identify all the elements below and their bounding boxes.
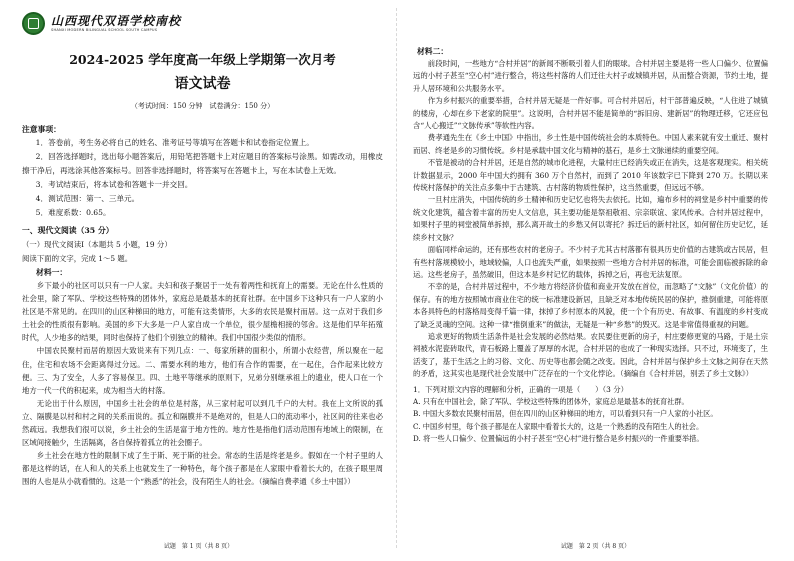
section-heading: 一、现代文阅读（35 分） xyxy=(22,226,114,235)
note-item: 1．答卷前，考生务必将自己的姓名、准考证号等填写在答题卡和试卷指定位置上。 xyxy=(35,138,314,147)
material-paragraph: 无论出于什么原因，中国乡土社会的单位是村落，从三家村起可以到几千户的大村。我在上文所说的孤立、隔膜是以村和村之间的关系而说的。孤立和隔膜并不是绝对的，但是人口的流动率小，社区间的往来也必然疏远。我想我们很可以说，乡土社会的生活是富于地方性的。地方性是指他们活动范围有地域上的限制，在区域间接触少，生活隔离，各自保持着孤立的社会圈子。 xyxy=(22,398,383,448)
exam-title: 2024-2025 学年度高一年级上学期第一次月考 xyxy=(69,52,336,67)
material-paragraph: 面临同样命运的，还有那些农村的老房子。不少村子尤其古村落都有很具历史价值的古建筑或古民居，但有些村落规模较小，地域较偏，人口也流失严重，如果按照一些地方合村并居的标准，可能会面临被拆除的命运。这些老房子，虽然破旧，但这本是乡村记忆的载体，拆掉之后，再也无法复原。 xyxy=(413,245,768,279)
exam-meta: （考试时间：150 分钟 试卷满分：150 分） xyxy=(130,102,275,110)
page-footer: 试题 第 1 页（共 8 页） xyxy=(163,543,234,550)
material-paragraph: 费孝通先生在《乡土中国》中指出，乡土性是中国传统社会的本质特色。中国人素来就有安土重迁、聚村而居、终老是乡的习惯传统。乡村是承载中国文化与精神的基石，是乡土文脉递续的重要空间。 xyxy=(413,133,768,155)
school-name: 山西现代双语学校南校 xyxy=(51,13,182,28)
school-header xyxy=(22,10,383,36)
notes-heading: 注意事项： xyxy=(22,125,61,134)
note-item: 5．难度系数：0.65。 xyxy=(35,208,111,217)
question-stem: 1．下列对原文内容的理解和分析，正确的一项是（ ）（3 分） xyxy=(413,384,628,394)
material-paragraph: 不管是被动的合村并居，还是自然的城市化进程，大量村庄已经消失或正在消失，这是客观现实。相关统计数据显示，2000 年中国大约拥有 360 万个自然村，而到了 2010 年该数字已下降到 270 万。长期以来传统村落保护的关注点多集中于古建筑、古村落的物质性保护，这当然重要，但远远不够。 xyxy=(413,158,768,193)
exam-page-2 xyxy=(397,0,794,561)
school-logo-icon xyxy=(22,12,45,35)
material-paragraph: 前段时间，一些地方“合村并居”的新闻不断吸引着人们的眼球。合村并居主要是将一些人口偏少、位置偏远的小村子甚至“空心村”进行整合，将这些村落的人们迁往大村子或城镇并居，从而整合资源，节约土地，提升人居环境和公共服务水平。 xyxy=(413,59,768,93)
exam-subject: 语文试卷 xyxy=(174,76,231,92)
note-item: 4．测试范围：第一、三单元。 xyxy=(35,194,140,203)
note-item: 3．考试结束后，将本试卷和答题卡一并交回。 xyxy=(35,180,193,189)
question-option: B. 中国大多数农民聚村而居，但在四川的山区种梯田的地方，可以看到只有一户人家的小社区。 xyxy=(413,409,718,419)
reading-instruction: 阅读下面的文字，完成 1～5 题。 xyxy=(22,254,133,263)
question-option: A. 只有在中国社会，除了军队、学校这些特殊的团体外，家庭总是最基本的抚育社群。 xyxy=(413,396,689,406)
material-paragraph: 乡土社会在地方性的限制下成了生于斯、死于斯的社会。常态的生活是终老是乡。假如在一个村子里的人都是这样的话，在人和人的关系上也就发生了一种特色，每个孩子都是在人家眼中看着长大的，在孩子眼里周围的人也是从小就看惯的。这是一个“熟悉”的社会，没有陌生人的社会。（摘编自费孝通《乡土中国》） xyxy=(22,451,383,487)
material-paragraph: 乡下最小的社区可以只有一户人家。夫妇和孩子聚居于一处有着两性和抚育上的需要。无论在什么性质的社会里，除了军队、学校这些特殊的团体外，家庭总是最基本的抚育社群。在中国乡下这种只有一户人家的小社区是不常见的。在四川的山区种梯田的地方，可能有这类情形，大多的农民是聚村而居。这一点对于我们乡土社会的性质很有影响。美国的乡下大多是一户人家自成一个单位，很少屋檐相接的邻舍。这是他们早年拓殖时代，人少地多的结果，同时也保持了他们个别独立的精神。我们中国很少类似的情形。 xyxy=(22,281,383,343)
question-option: D. 将一些人口偏少、位置偏远的小村子甚至“空心村”进行整合是乡村振兴的一件重要举措。 xyxy=(413,434,704,444)
material-heading: 材料一： xyxy=(36,268,68,277)
material-paragraph: 作为乡村振兴的重要举措，合村并居无疑是一件好事。可合村并居后，村干部普遍反映，“人住进了城镇的楼房，心却在乡下老家的院里”。这说明，合村并居不能是简单的“拆旧房、建新居”的物理迁移，它还应包含“人心搬迁”“文脉传承”等软性内容。 xyxy=(413,96,768,131)
school-title-block xyxy=(51,14,181,33)
material-paragraph: 中国农民聚村而居的原因大致说来有下列几点：一、每家所耕的面积小，所谓小农经营，所以聚在一起住，住宅和农场不会距离得过分远。二、需要水利的地方，他们有合作的需要，在一起住，合作起来比较方便。三、为了安全，人多了容易保卫。四、土地平等继承的原则下，兄弟分别继承祖上的遗业，使人口在一个地方一代一代的积起来，成为相当大的村落。 xyxy=(22,346,383,395)
school-name-en: SHANXI MODERN BILINGUAL SCHOOL SOUTH CAMPUS xyxy=(51,27,158,32)
page-footer: 试题 第 2 页（共 8 页） xyxy=(560,543,631,550)
material-paragraph: 一旦村庄消失，中国传统的乡土精神和历史记忆也将失去依托。比如，遍布乡村的祠堂是乡村中重要的传统文化建筑，蕴含着丰富的历史人文信息，其主要功能是祭祖敬祖、宗亲联谊、家风传承。合村并居过程中，如果村子里的祠堂被简单拆掉，那么离开故土的乡愁又何以寄托？拆迁后的新村社区，如何留住历史记忆，延续乡村文脉？ xyxy=(413,195,768,242)
material-heading: 材料二： xyxy=(417,47,449,56)
note-item: 2．回答选择题时，选出每小题答案后，用铅笔把答题卡上对应题目的答案标号涂黑。如需改动，用橡皮擦干净后，再选涂其他答案标号。回答非选择题时，将答案写在答题卡上，写在本试卷上无效。 xyxy=(22,152,383,175)
question-option: C. 中国乡村里，每个孩子都是在人家眼中看着长大的，这是一个熟悉的没有陌生人的社会。 xyxy=(413,421,704,431)
material-paragraph: 不幸的是，合村并居过程中，不少地方将经济价值和商业开发放在首位，而忽略了“文脉”（文化价值）的保存。有的地方按照城市商业住宅的统一标准建设新居，且缺乏对本地传统民居的保护，推倒重建，可能将原本各具特色的村落格局变得千篇一律，抹掉了乡村原本的风貌，使一个个有历史、有故事、有温度的乡村变成了缺乏灵魂的空间。这种一律“推倒重来”的做法，无疑是一种“乡愁”的毁灭。这是非常值得重视的问题。 xyxy=(413,282,768,329)
subsection-heading: （一）现代文阅读Ⅰ（本题共 5 小题，19 分） xyxy=(22,240,172,249)
material-paragraph: 追求更好的物质生活条件是社会发展的必然结果。农民要住更新的房子，村庄要修更宽的马路，于是土宗祠被水泥瓷砖取代，青石板路上覆盖了厚厚的水泥，合村并居的也成了一种现实选择。只不过，环境变了，生活变了，基于生活之上的习俗、文化、历史等也都会随之改变。因此，合村并居与保护乡土文脉之间存在天然的矛盾，这其实也是现代社会发展中广泛存在的一个文化悖论。（摘编自《合村并居，别丢了乡土文脉》） xyxy=(413,331,768,379)
